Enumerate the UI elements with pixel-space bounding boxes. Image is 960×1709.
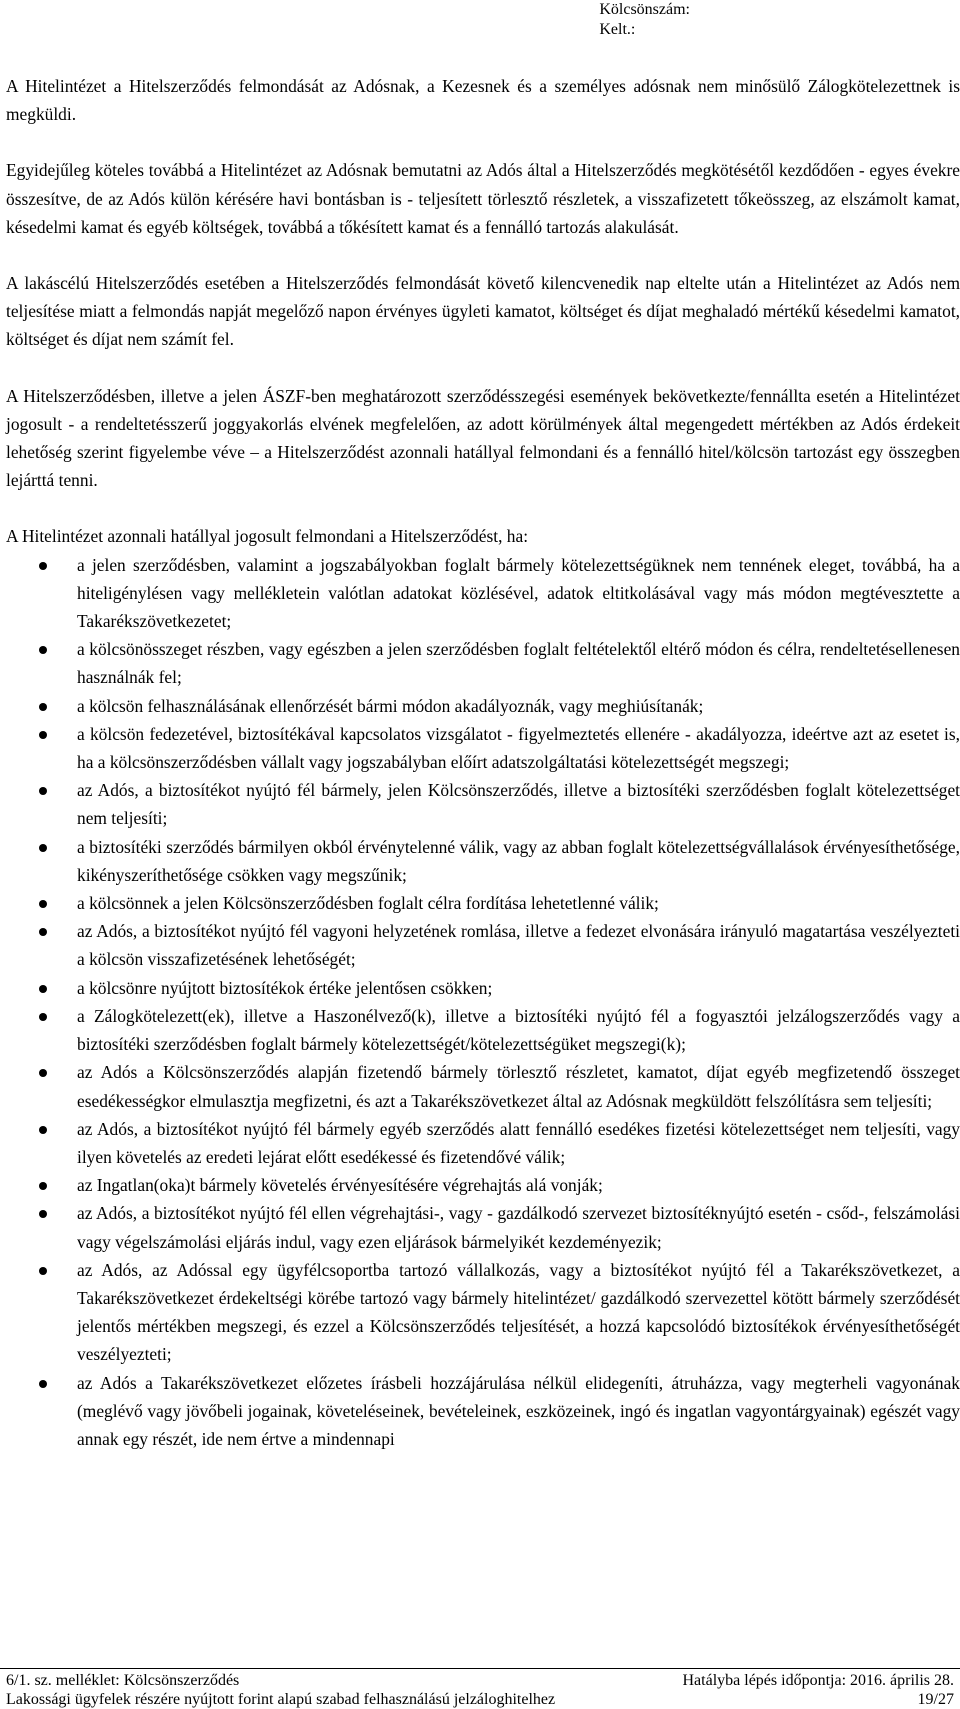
- list-item: az Adós a Takarékszövetkezet előzetes írásbeli hozzájárulása nélkül elidegeníti, átruházza, vagy megterheli vagyonának (meglévő vagy jövőbeli jogainak, követeléseinek, bevételeinek, eszközeinek, ingó és ingatlan vagyontárgyainak) egészét vagy annak egy részét, ide nem értve a mindennapi: [6, 1369, 960, 1454]
- bullet-icon: [39, 1380, 47, 1388]
- bullet-icon: [39, 1210, 47, 1218]
- bullet-icon: [39, 1126, 47, 1134]
- termination-conditions-list: [6, 551, 960, 1454]
- page-footer: [0, 1668, 960, 1709]
- list-item: a Zálogkötelezett(ek), illetve a Haszonélvező(k), illetve a biztosítéki nyújtó fél a fogyasztói jelzálogszerződés vagy a biztosítéki szerződésben foglalt bármely kötelezettségét/kötelezettségüket megszegi(k);: [6, 1002, 960, 1058]
- list-item: a kölcsön fedezetével, biztosítékával kapcsolatos vizsgálatot - figyelmeztetés ellenére - akadályozza, ideértve azt az esetet is, ha a kölcsönszerződésben vállalt vagy jogszabályban előírt adatszolgáltatási kötelezettségét megszegi;: [6, 720, 960, 776]
- paragraph-termination-conditions: A Hitelintézet azonnali hatállyal jogosult felmondani a Hitelszerződést, ha:: [6, 526, 529, 547]
- bullet-icon: [39, 844, 47, 852]
- list-item: az Adós, a biztosítékot nyújtó fél bármely, jelen Kölcsönszerződés, illetve a biztosítéki szerződésben foglalt kötelezettséget nem teljesíti;: [6, 776, 960, 832]
- paragraph-housing-loan-interest: A lakáscélú Hitelszerződés esetében a Hitelszerződés felmondását követő kilencvenedik nap eltelte után a Hitelintézet az Adós nem teljesítése miatt a felmondás napját megelőző napon érvényes ügyleti kamatot, költséget és díjat meghaladó mértékű késedelmi kamatot, költséget és díjat nem számít fel.: [6, 273, 960, 350]
- list-item: a jelen szerződésben, valamint a jogszabályokban foglalt bármely kötelezettségüknek nem tennének eleget, továbbá, ha a hiteligénylésen vagy mellékletein valótlan adatokat közlésével, adatok eltitkolásával vagy más módon megtévesztette a Takarékszövetkezetet;: [6, 551, 960, 636]
- bullet-icon: [39, 703, 47, 711]
- bullet-icon: [39, 1013, 47, 1021]
- paragraph-breach-events: A Hitelszerződésben, illetve a jelen ÁSZF-ben meghatározott szerződésszegési események bekövetkezte/fennállta esetén a Hitelintézet jogosult - a rendeltetésszerű joggyakorlás elvének megfelelően, az adott körülmények által megengedett mértékben az Adós érdekeit lehetőség szerint figyelembe véve – a Hitelszerződést azonnali hatállyal felmondani és a fennálló hitel/kölcsön tartozást egy összegben lejárttá tenni.: [6, 385, 960, 491]
- date-label: Kelt.:: [599, 21, 636, 38]
- bullet-icon: [39, 1182, 47, 1190]
- footer-row-top: [0, 1671, 960, 1690]
- footer-effective-date: Hatályba lépés időpontja: 2016. április 28.: [682, 1672, 954, 1689]
- bullet-icon: [39, 1069, 47, 1077]
- footer-product-description: Lakossági ügyfelek részére nyújtott forint alapú szabad felhasználású jelzáloghitelhez: [6, 1691, 556, 1708]
- list-item: a kölcsönösszeget részben, vagy egészben a jelen szerződésben foglalt feltételektől eltérő módon és célra, rendeltetésellenesen használnák fel;: [6, 635, 960, 691]
- footer-appendix-title: 6/1. sz. melléklet: Kölcsönszerződés: [6, 1672, 240, 1689]
- page-header: [599, 0, 690, 40]
- loan-number-label: Kölcsönszám:: [599, 1, 690, 18]
- page-number: 19/27: [917, 1691, 954, 1708]
- list-item: az Adós, a biztosítékot nyújtó fél ellen végrehajtási-, vagy - gazdálkodó szervezet biztosítéknyújtó esetén - csőd-, felszámolási vagy végelszámolási eljárás indul, vagy ezen eljárások bármelyikét kezdeményezik;: [6, 1199, 960, 1255]
- document-body: [6, 72, 960, 1453]
- list-item: az Adós, a biztosítékot nyújtó fél vagyoni helyzetének romlása, illetve a fedezet elvonására irányuló magatartása veszélyezteti a kölcsön visszafizetésének lehetőségét;: [6, 917, 960, 973]
- bullet-icon: [39, 985, 47, 993]
- list-item: a biztosítéki szerződés bármilyen okból érvénytelenné válik, vagy az abban foglalt kötelezettségvállalások érvényesíthetősége, kikényszeríthetősége csökken vagy megszűnik;: [6, 833, 960, 889]
- bullet-icon: [39, 731, 47, 739]
- list-item: a kölcsönnek a jelen Kölcsönszerződésben foglalt célra fordítása lehetetlenné válik;: [6, 889, 960, 917]
- list-item: az Adós, az Adóssal egy ügyfélcsoportba tartozó vállalkozás, vagy a biztosítékot nyújtó fél a Takarékszövetkezet, a Takarékszövetkezet érdekeltségi körébe tartozó vagy bármely hitelintézet/ gazdálkodó szervezettel kötött bármely szerződését jelentős mértékben megszegi, és ezzel a Kölcsönszerződés teljesítését, a hozzá kapcsolódó biztosítékok érvényesíthetőségét veszélyezteti;: [6, 1256, 960, 1369]
- bullet-icon: [39, 787, 47, 795]
- bullet-icon: [39, 1267, 47, 1275]
- paragraph-notice-sending: A Hitelintézet a Hitelszerződés felmondását az Adósnak, a Kezesnek és a személyes adósnak nem minősülő Zálogkötelezettnek is megküldi.: [6, 76, 960, 125]
- list-item: az Adós a Kölcsönszerződés alapján fizetendő bármely törlesztő részletet, kamatot, díjat egyéb megfizetendő összeget esedékességkor elmulasztja megfizetni, és azt a Takarékszövetkezet által az Adósnak megküldött felszólításra sem teljesíti;: [6, 1058, 960, 1114]
- list-item: az Ingatlan(oka)t bármely követelés érvényesítésére végrehajtás alá vonják;: [6, 1171, 960, 1199]
- footer-row-bottom: [0, 1690, 960, 1709]
- paragraph-statement-obligation: Egyidejűleg köteles továbbá a Hitelintézet az Adósnak bemutatni az Adós által a Hitelszerződés megkötésétől kezdődően - egyes évekre összesítve, de az Adós külön kérésére havi bontásban is - teljesített törlesztő részletek, a visszafizetett tőkeösszeg, az elszámolt kamat, késedelmi kamat és egyéb költségek, továbbá a tőkésített kamat és a fennálló tartozás alakulását.: [6, 160, 960, 237]
- bullet-icon: [39, 900, 47, 908]
- bullet-icon: [39, 646, 47, 654]
- bullet-icon: [39, 928, 47, 936]
- bullet-icon: [39, 562, 47, 570]
- list-item: a kölcsön felhasználásának ellenőrzését bármi módon akadályoznák, vagy meghiúsítanák;: [6, 692, 960, 720]
- list-item: az Adós, a biztosítékot nyújtó fél bármely egyéb szerződés alatt fennálló esedékes fizetési kötelezettséget nem teljesíti, vagy ilyen követelés az eredeti lejárat előtt esedékessé és fizetendővé válik;: [6, 1115, 960, 1171]
- list-item: a kölcsönre nyújtott biztosítékok értéke jelentősen csökken;: [6, 974, 960, 1002]
